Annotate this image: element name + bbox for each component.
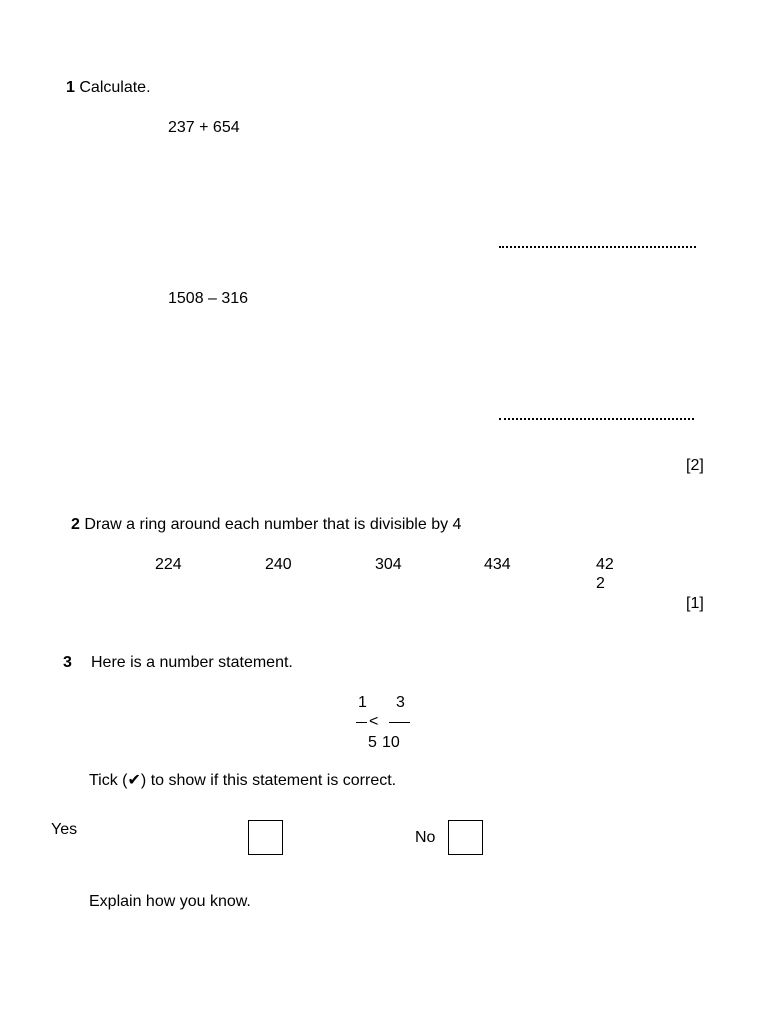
no-checkbox[interactable] (448, 820, 483, 855)
number-option[interactable]: 304 (375, 556, 402, 573)
question-instruction: Draw a ring around each number that is divisible by 4 (84, 516, 462, 533)
number-option-wrap[interactable]: 2 (596, 575, 605, 592)
number-option[interactable]: 434 (484, 556, 511, 573)
fraction-right-denominator: 10 (382, 734, 400, 751)
calculation-subtraction: 1508 – 316 (168, 290, 249, 307)
calculation-addition: 237 + 654 (168, 119, 240, 136)
fraction-right-bar (389, 722, 410, 723)
question-instruction: Calculate. (79, 79, 151, 96)
question-1-heading (66, 80, 151, 96)
explain-prompt: Explain how you know. (89, 893, 251, 910)
question-number: 2 (71, 516, 80, 533)
no-label: No (415, 829, 436, 846)
answer-line-2[interactable] (499, 418, 694, 420)
marks-q1: [2] (686, 457, 704, 474)
yes-checkbox[interactable] (248, 820, 283, 855)
fraction-left-numerator: 1 (358, 694, 367, 711)
question-number: 3 (63, 654, 72, 671)
fraction-right-numerator: 3 (396, 694, 405, 711)
yes-label: Yes (51, 821, 78, 838)
fraction-left-denominator: 5 (368, 734, 377, 751)
number-option[interactable]: 42 (596, 556, 614, 573)
question-intro: Here is a number statement. (91, 654, 293, 671)
fraction-left-bar (356, 722, 367, 723)
answer-line-1[interactable] (499, 246, 696, 248)
number-option[interactable]: 224 (155, 556, 182, 573)
number-option[interactable]: 240 (265, 556, 292, 573)
question-2-heading (71, 517, 461, 533)
marks-q2: [1] (686, 595, 704, 612)
tick-instruction: Tick (✔) to show if this statement is correct. (89, 772, 397, 789)
comparison-sign: < (369, 713, 379, 730)
question-number: 1 (66, 79, 75, 96)
